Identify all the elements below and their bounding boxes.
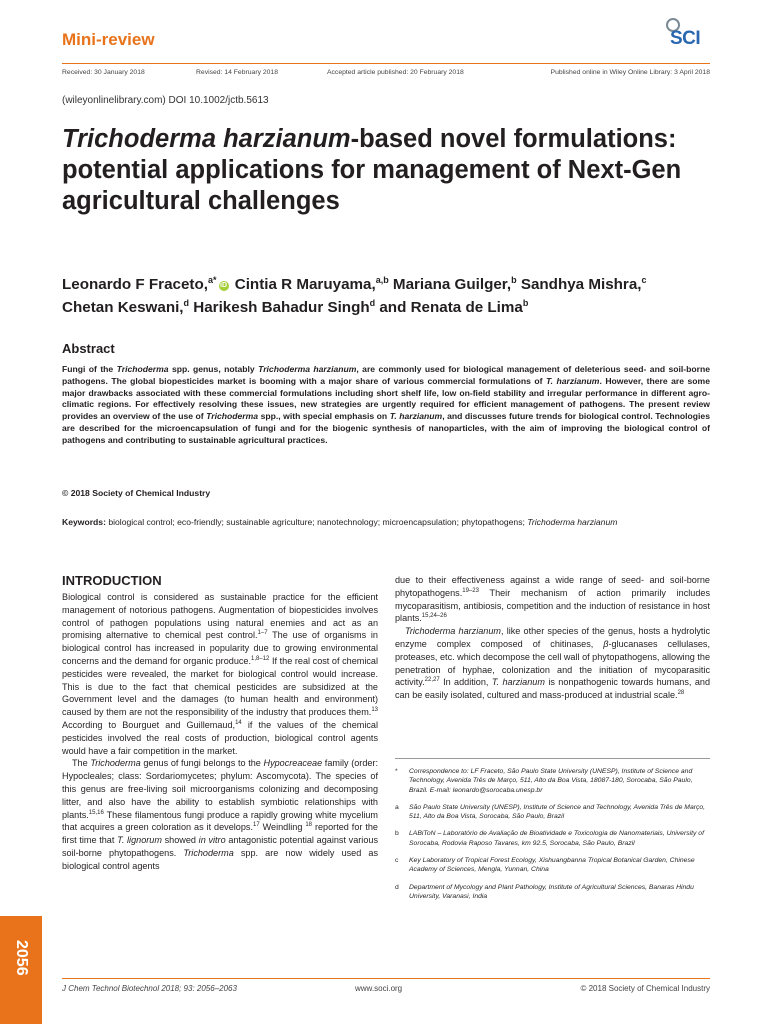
abstract-copyright: © 2018 Society of Chemical Industry bbox=[62, 488, 211, 498]
footnote-affiliation-c: c Key Laboratory of Tropical Forest Ecology, Xishuangbanna Tropical Botanical Garden, Chinese Academy of Sciences, Mengla, Yunnan, China bbox=[395, 857, 695, 874]
author-affiliation: a* bbox=[208, 274, 217, 285]
body-column-right bbox=[395, 574, 710, 702]
author-affiliation: b bbox=[522, 297, 529, 308]
author-name: Cintia R Maruyama, bbox=[230, 276, 376, 293]
footnote-affiliation-a: a São Paulo State University (UNESP), Institute of Science and Technology, Avenida Três de Março, 511, Alto da Boa Vista, Sorocaba, São Paulo, Brazil bbox=[395, 803, 706, 821]
paragraph: The Trichoderma genus of fungi belongs to the Hypocreaceae family (order: Hypocleales; class: Sordariomycetes; phylum: Ascomycota). The species of this genus are free-living soil microorganisms colonizing and decomposing litter, and also have the ability to establish symbiotic relationships with plants.$^{15,16}$ These filamentous fungi produce a rapidly growing white mycelium that acquires a green coloration as it develops.$^{17}$ Weindling $^{18}$ reported for the first time that T. lignorum showed in vitro antagonistic potential against various soil-borne phytopathogens. Trichoderma spp. are now widely used as biological control agents bbox=[62, 758, 378, 871]
received-date: Received: 30 January 2018 bbox=[62, 69, 145, 76]
footer-copyright: © 2018 Society of Chemical Industry bbox=[580, 984, 710, 993]
keywords-text: biological control; eco-friendly; sustainable agriculture; nanotechnology; microencapsulation; phytopathogens; bbox=[105, 517, 528, 527]
journal-citation: J Chem Technol Biotechnol 2018; 93: 2056–2063 bbox=[62, 984, 237, 993]
author-name: Harikesh Bahadur Singh bbox=[189, 299, 370, 316]
author-affiliation: b bbox=[511, 274, 517, 285]
article-dates bbox=[62, 69, 710, 81]
author-affiliation: a,b bbox=[375, 274, 389, 285]
revised-date: Revised: 14 February 2018 bbox=[196, 69, 278, 76]
footnote-affiliation-d: d Department of Mycology and Plant Pathology, Institute of Agricultural Sciences, Banaras Hindu University, Varanasi, India bbox=[395, 883, 694, 900]
keywords-italic: Trichoderma harzianum bbox=[527, 517, 618, 527]
published-date: Published online in Wiley Online Library: 3 April 2018 bbox=[550, 69, 710, 76]
abstract-text: Fungi of the Trichoderma spp. genus, notably Trichoderma harzianum, are commonly used for biological management of deleterious seed- and soil-borne pathogens. The global biopesticides market is booming with a major share of various commercial formulations of T. harzianum. However, there are some major drawbacks associated with these commercial formulations including short shelf life, low on-field stability and irregular performance in different agro-climatic regions. For effectively resolving these issues, new strategies are urgently required for efficient management of pathogens. The present review provides an overview of the use of Trichoderma spp., with special emphasis on T. harzianum, and discusses future trends for biological control. Technologies are described for the microencapsulation of fungi and for the biogenic synthesis of nanoparticles, with the aim of improving the biological control of pathogens and contributing to sustainable agricultural practices. bbox=[62, 364, 711, 445]
author-name: Mariana Guilger, bbox=[388, 276, 512, 293]
author-affiliation: d bbox=[183, 297, 190, 308]
body-column-left bbox=[62, 591, 378, 873]
footnote-correspondence: * Correspondence to: LF Fraceto, São Paulo State University (UNESP), Institute of Science and Technology, Avenida Três de Março, 511, Alto da Boa Vista, 18087-180, Sorocaba, São Paulo, Brazil. E-mail: leonardo@sorocaba.unesp.br bbox=[395, 768, 693, 794]
header-rule bbox=[62, 63, 710, 64]
paragraph: Biological control is considered as sustainable practice for the efficient management of notorious pathogens. Augmentation of biopesticides involves control of pathogen populations using natural enemies and act as an promising alternative to chemical pest control.$^{1-7}$ The use of organisms in biological control has increased in popularity due to growing environmental concerns and the demand for organic produce.$^{1,8-12}$ If the real cost of chemical pesticides were revealed, the market for biological control would increase. This is due to the fact that chemical pesticides are subsidized at the Government level and the damages (to human health and environment) caused by them are not the responsibility of the industry that produces them.$^{13}$ According to Bourguet and Guillemaud,$^{14}$ if the values of the chemical pesticides involved the real costs of production, biological control agents would have a fair competition in the market. bbox=[62, 592, 379, 756]
abstract-heading: Abstract bbox=[62, 341, 115, 356]
keywords bbox=[62, 516, 710, 528]
page-number-tab bbox=[0, 916, 42, 1024]
author-affiliation: d bbox=[369, 297, 376, 308]
website-link[interactable]: www.soci.org bbox=[355, 984, 403, 993]
page-footer bbox=[62, 984, 710, 996]
sci-logo bbox=[666, 16, 716, 52]
logo-text: SCI bbox=[670, 28, 701, 49]
accepted-date: Accepted article published: 20 February 2018 bbox=[327, 69, 464, 76]
doi[interactable]: (wileyonlinelibrary.com) DOI 10.1002/jctb.5613 bbox=[62, 95, 269, 106]
author-list bbox=[62, 273, 702, 319]
footnote-affiliation-b: b LABiToN – Laboratório de Avaliação de Bioatividade e Toxicologia de Nanomateriais, University of Sorocaba, Rodovia Raposo Tavares, km 92.5, Sorocaba, São Paulo, Brazil bbox=[395, 830, 704, 847]
title-rest: -based novel formulations: potential applications for management of Next-Gen agricultural challenges bbox=[62, 125, 682, 215]
author-name: Chetan Keswani, bbox=[62, 299, 184, 316]
author-name: Sandhya Mishra, bbox=[516, 276, 642, 293]
paragraph: due to their effectiveness against a wide range of seed- and soil-borne phytopathogens.$^{19-23}$ Their mechanism of action primarily includes mycoparasitism, antibiosis, competition and the induction of resistance in host plants.$^{15,24-26}$ bbox=[395, 575, 710, 624]
footnote-rule bbox=[395, 758, 710, 759]
author-affiliation: c bbox=[641, 274, 647, 285]
footnotes bbox=[395, 767, 710, 909]
author-name: Leonardo F Fraceto, bbox=[62, 276, 208, 293]
title-italic: Trichoderma harzianum bbox=[62, 125, 351, 153]
author-name: and Renata de Lima bbox=[375, 299, 523, 316]
introduction-heading: INTRODUCTION bbox=[62, 573, 162, 588]
section-label: Mini-review bbox=[62, 30, 155, 49]
footer-rule bbox=[62, 978, 710, 979]
article-title bbox=[62, 124, 682, 217]
paragraph: Trichoderma harzianum, like other species of the genus, hosts a hydrolytic enzyme complex composed of chitinases, β-glucanases cellulases, proteases, etc. which decompose the cell wall of phytopathogens, allowing the penetration of hyphae, colonization and the initiation of mycoparasitic activity.$^{22,27}$ In addition, T. harzianum is nonpathogenic towards humans, and can be easily isolated, cultured and mass-produced at industrial scale.$^{28}$ bbox=[395, 626, 711, 701]
orcid-icon[interactable]: iD bbox=[220, 282, 228, 289]
page-number: 2056 bbox=[13, 940, 30, 976]
keywords-label: Keywords: bbox=[62, 517, 106, 527]
